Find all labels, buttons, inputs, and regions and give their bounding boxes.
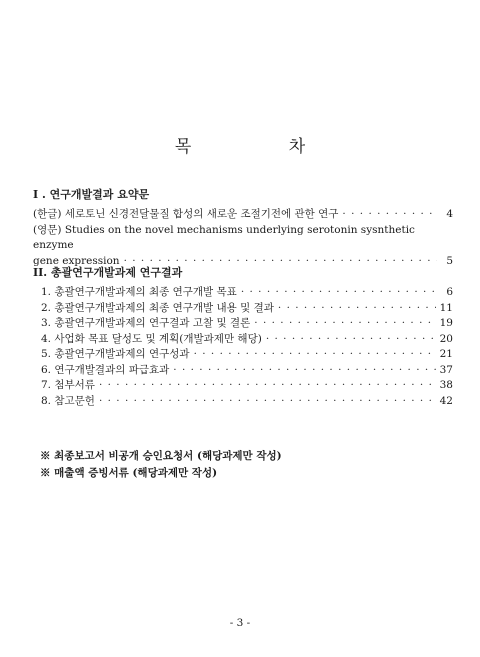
toc-entry-label: 2. 총괄연구개발과제의 최종 연구개발 내용 및 결과 xyxy=(41,301,274,314)
toc-entry[interactable] xyxy=(41,378,453,394)
toc-entry-page: 38 xyxy=(439,379,453,391)
toc-entry-label: 6. 연구개발결과의 파급효과 xyxy=(41,363,170,376)
page-title: 목 차 xyxy=(174,137,352,157)
note-line: ※ 최종보고서 비공개 승인요청서 (해당과제만 작성) xyxy=(40,450,282,462)
toc-entry-page: 21 xyxy=(439,348,453,360)
section-heading: II. 총괄연구개발과제 연구결과 xyxy=(33,266,183,279)
toc-entry-page: 6 xyxy=(446,286,453,298)
toc-entry-label: gene expression xyxy=(33,254,120,267)
toc-entry-label: (영문) Studies on the novel mechanisms underlying serotonin sysnthetic enzyme xyxy=(33,223,415,251)
toc-entry-page: 5 xyxy=(446,254,453,267)
leader-dots xyxy=(254,316,435,332)
leader-dots xyxy=(99,394,436,410)
toc-entry[interactable] xyxy=(41,316,453,332)
section-heading: I . 연구개발결과 요약문 xyxy=(33,188,150,201)
leader-dots xyxy=(278,301,436,317)
leader-dots xyxy=(241,285,437,301)
toc-entry[interactable] xyxy=(33,207,453,223)
toc-entry-label: 3. 총괄연구개발과제의 연구결과 고찰 및 결론 xyxy=(41,317,251,329)
note-line: ※ 매출액 증빙서류 (해당과제만 작성) xyxy=(40,467,218,479)
toc-entry[interactable] xyxy=(41,363,453,379)
page-number: - 3 - xyxy=(229,617,251,629)
leader-dots xyxy=(99,378,436,394)
toc-entry[interactable] xyxy=(41,285,453,301)
leader-dots xyxy=(342,207,437,223)
toc-entry[interactable] xyxy=(41,347,453,363)
toc-entry[interactable] xyxy=(41,394,453,410)
toc-entry-page: 37 xyxy=(439,363,453,376)
toc-entry-label: 1. 총괄연구개발과제의 최종 연구개발 목표 xyxy=(41,286,237,298)
toc-entry-page: 42 xyxy=(439,394,453,407)
toc-entry[interactable] xyxy=(41,332,453,348)
section-results xyxy=(33,264,453,409)
section-summary xyxy=(33,186,453,269)
notes-block xyxy=(40,448,282,482)
leader-dots xyxy=(194,347,436,363)
toc-entry-label: (한글) 세로토닌 신경전달물질 합성의 새로운 조절기전에 관한 연구 xyxy=(33,208,339,220)
toc-entry[interactable] xyxy=(41,301,453,317)
toc-entry-label: 7. 첨부서류 xyxy=(41,379,95,391)
toc-entry-label: 5. 총괄연구개발과제의 연구성과 xyxy=(41,348,190,360)
toc-entry-page: 4 xyxy=(446,208,453,220)
leader-dots xyxy=(266,332,436,348)
toc-entry-page: 11 xyxy=(439,301,453,314)
toc-entry-page: 20 xyxy=(439,332,453,345)
toc-entry-page: 19 xyxy=(439,317,453,329)
toc-entry-label: 8. 참고문헌 xyxy=(41,394,95,407)
leader-dots xyxy=(173,363,435,379)
toc-entry-label: 4. 사업화 목표 달성도 및 계획(개발과제만 해당) xyxy=(41,332,262,345)
